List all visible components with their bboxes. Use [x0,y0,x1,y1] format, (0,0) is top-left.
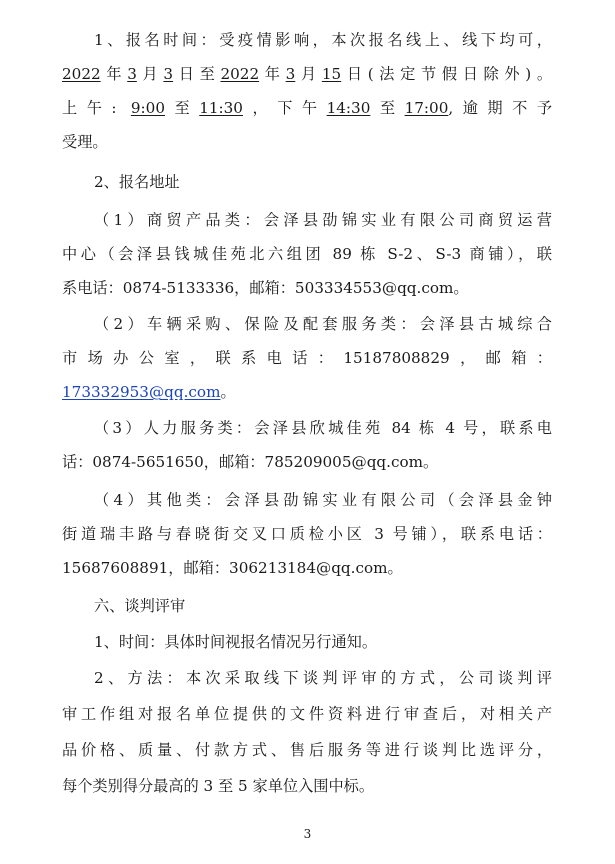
registration-time-line-2 [62,64,552,84]
negotiation-review-heading: 六、谈判评审 [94,597,186,615]
month-label: 月 [136,65,164,83]
registration-address-heading: 2、报名地址 [94,173,180,191]
start-month: 3 [127,65,137,83]
negotiation-method-line-2: 审工作组对报名单位提供的文件资料进行审查后，对相关产 [62,705,552,723]
morning-start: 9:00 [130,99,165,117]
afternoon-label: ，下午 [242,99,327,117]
year-label-2: 年 [259,65,286,83]
day-to-label: 日至 [173,65,221,83]
afternoon-start: 14:30 [326,99,371,117]
to-label: 至 [164,99,200,117]
month-label-2: 月 [295,65,322,83]
morning-end: 11:30 [199,99,243,117]
address-item-4-line-1: （4）其他类：会泽县劭锦实业有限公司（会泽县金钟 [94,491,552,509]
end-day: 15 [321,65,342,83]
email-link[interactable]: 173332953@qq.com [62,383,221,401]
address-item-3-line-2: 话：0874-5651650，邮箱：785209005@qq.com。 [62,453,439,471]
negotiation-time: 1、时间：具体时间视报名情况另行通知。 [94,633,378,651]
address-item-1-line-1: （1）商贸产品类：会泽县劭锦实业有限公司商贸运营 [94,211,552,229]
address-item-1-line-2: 中心（会泽县钱城佳苑北六组团 89 栋 S-2、S-3 商铺），联 [62,245,552,263]
afternoon-end: 17:00 [404,99,449,117]
registration-time-line-3 [62,98,552,118]
start-year: 2022 [62,65,101,83]
registration-time-line-4: 受理。 [62,133,108,151]
period: 。 [220,383,236,401]
address-item-3-line-1: （3）人力服务类：会泽县欣城佳苑 84 栋 4 号，联系电 [94,419,552,437]
address-item-1-line-3: 系电话：0874-5133336，邮箱：503334553@qq.com。 [62,279,469,297]
address-item-4-line-2: 街道瑞丰路与春晓街交叉口质检小区 3 号铺），联系电话： [62,525,552,543]
end-month: 3 [285,65,296,83]
address-item-2-line-3 [62,382,552,402]
start-day: 3 [163,65,174,83]
negotiation-method-line-1: 2、方法：本次采取线下谈判评审的方式，公司谈判评 [94,669,552,687]
end-year: 2022 [220,65,260,83]
negotiation-method-line-4: 每个类别得分最高的 3 至 5 家单位入围中标。 [62,777,375,795]
page-number: 3 [303,827,312,841]
address-item-4-line-3: 15687608891，邮箱：306213184@qq.com。 [62,559,403,577]
holiday-note: 日(法定节假日除外)。 [341,65,553,83]
overdue-note: ,逾期不予 [448,99,553,117]
negotiation-method-line-3: 品价格、质量、付款方式、售后服务等进行谈判比选评分， [62,741,552,759]
to-label-2: 至 [370,99,405,117]
year-label: 年 [100,65,128,83]
morning-label: 上午: [62,99,117,117]
registration-time-line-1: 1、报名时间：受疫情影响，本次报名线上、线下均可， [94,31,552,49]
address-item-2-line-2: 市场办公室，联系电话：15187808829，邮箱： [62,349,552,367]
address-item-2-line-1: （2）车辆采购、保险及配套服务类：会泽县古城综合 [94,315,552,333]
